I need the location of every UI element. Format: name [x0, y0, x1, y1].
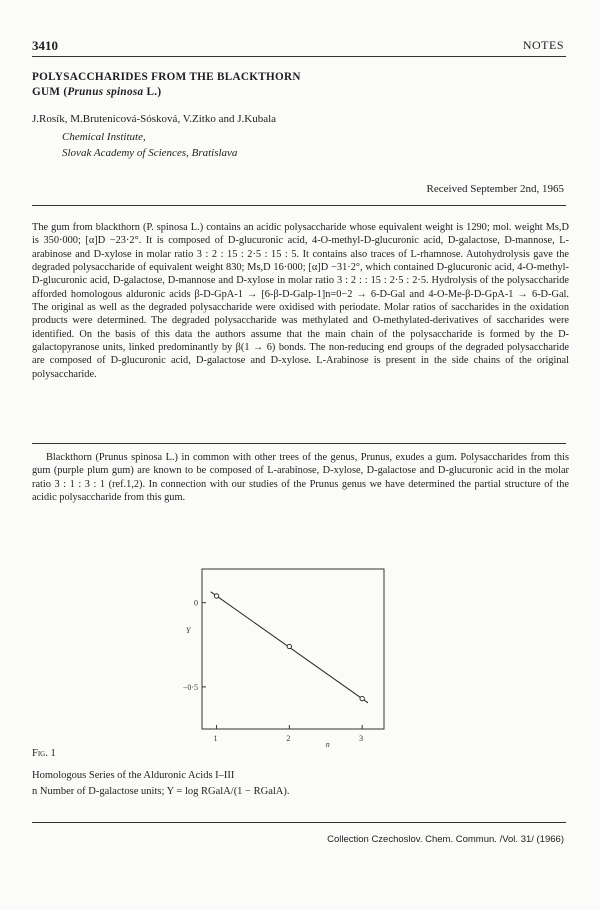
- x-tick-label: 1: [213, 734, 218, 743]
- body-text: Blackthorn (Prunus spinosa L.) in common with other trees of the genus, Prunus, exudes a gum. Polysaccharides from this gum (purple plum gum) are known to be composed of L-arabinose, D-xylose, D-galactose and D-glucuronic acid in the molar ratio 3 : 1 : 3 : 1 (ref.1,2). In connection with our studies of the Prunus genus we have determined the partial structure of the acidic polysaccharide from this gum.: [32, 452, 569, 504]
- abstract-top-rule: [32, 205, 566, 206]
- abstract-text: The gum from blackthorn (P. spinosa L.) contains an acidic polysaccharide whose equivalent weight is 1290; mol. weight Ms,D is 350·000; [α]D −23·2°. It is composed of D-glucuronic acid, 4-O-methyl-D-glucuronic acid, D-galactose, D-mannose, L-arabinose and D-xylose in molar ratio 3 : 2 : 15 : 2·5 : 15 : 5. It contains also traces of L-rhamnose. Autohydrolysis gave the degraded polysaccharide of equivalent weight 830; Ms,D 16·000; [α]D −31·2°, which contained D-glucuronic acid, 4-O-methyl-D-glucuronic acid, D-galactose, D-mannose and D-xylose in molar ratio 3 : 2 : : 15 : 2·5 : 2·5. Hydrolysis of the polysaccharide afforded homologous alduronic acids β-D-GpA-1 → [6-β-D-Galp-1]n=0−2 → 6-D-Gal and 4-O-Me-β-D-GpA-1 → 6-D-Gal. The original as well as the degraded polysaccharide were oxidised with periodate. Molar ratios of saccharides in the oxidation products were determined. The degraded polysaccharide was methylated and O-methylated-derivatives of saccharides were identified. On the basis of this data the authors assume that the main chain of the polysaccharide is formed by the D-galactopyranose units, linked predominantly by β(1 → 6) bonds. The non-reducing end groups of the degraded polysaccharide are composed of D-glucuronic acid, D-galactose and D-xylose. L-Arabinose is present in the side chains of the original polysaccharide.: [32, 222, 569, 380]
- header-rule: [32, 56, 566, 57]
- figure-label: Fig. 1: [32, 748, 56, 759]
- footer-rule: [32, 822, 566, 823]
- institute-line-1: Chemical Institute,: [62, 131, 146, 143]
- data-point: [287, 644, 291, 648]
- data-point: [360, 696, 364, 700]
- title-line-1: POLYSACCHARIDES FROM THE BLACKTHORN: [32, 71, 301, 83]
- x-tick-label: 3: [359, 734, 364, 743]
- y-tick-label: 0: [194, 598, 198, 608]
- abstract: [32, 221, 569, 381]
- received-date: Received September 2nd, 1965: [426, 183, 564, 195]
- x-tick-label: 2: [286, 734, 291, 743]
- article-title: [32, 70, 301, 100]
- figure-chart: [180, 563, 410, 753]
- section-title: NOTES: [522, 38, 564, 52]
- institution: [62, 129, 237, 161]
- page-number: 3410: [32, 38, 58, 53]
- figure-caption-line-2: n Number of D-galactose units; Y = log RGalA/(1 − RGalA).: [32, 786, 290, 797]
- y-tick-label: −0·5: [182, 682, 198, 692]
- title-line-2: GUM (Prunus spinosa L.): [32, 86, 162, 98]
- abstract-bottom-rule: [32, 443, 566, 444]
- body-paragraph: [32, 451, 569, 504]
- data-point: [214, 594, 218, 598]
- figure-caption-line-1: Homologous Series of the Alduronic Acids I–III: [32, 770, 235, 781]
- species-name: Prunus spinosa: [67, 86, 144, 98]
- authors: J.Rosík, M.Brutenicová-Sósková, V.Zitko and J.Kubala: [32, 113, 277, 125]
- plot-frame: [202, 569, 384, 729]
- institute-line-2: Slovak Academy of Sciences, Bratislava: [62, 147, 238, 159]
- journal-footer: Collection Czechoslov. Chem. Commun. /Vol. 31/ (1966): [327, 834, 564, 845]
- x-axis-label: n: [325, 740, 330, 749]
- y-axis-label: Y: [186, 626, 191, 635]
